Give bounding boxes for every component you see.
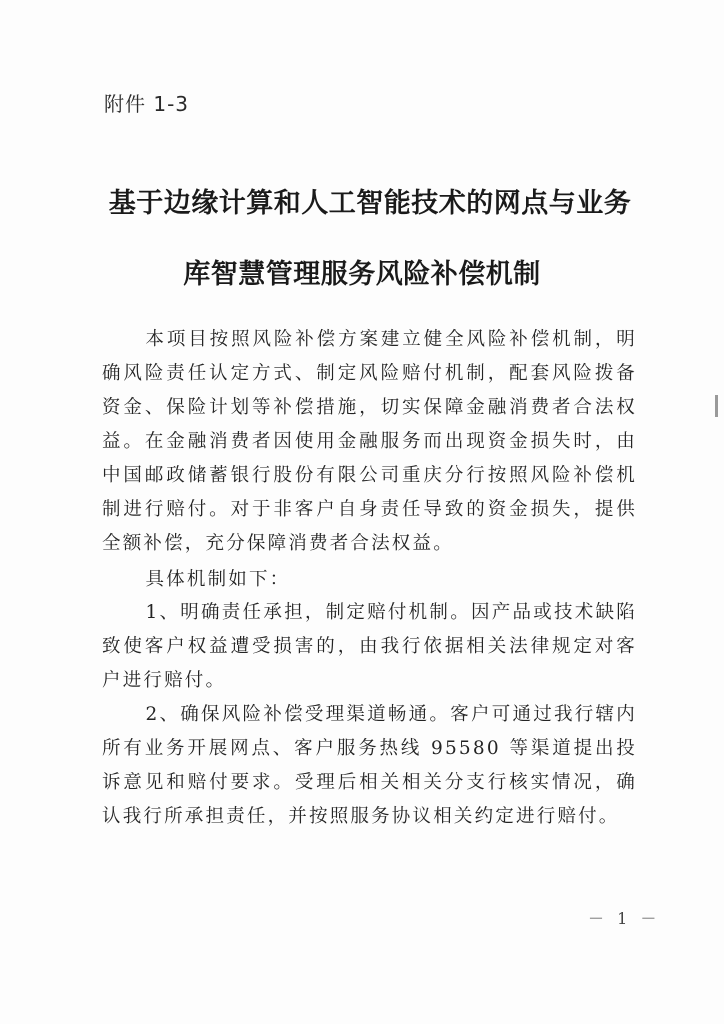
document-title-line-1: 基于边缘计算和人工智能技术的网点与业务 (108, 188, 632, 219)
body-paragraph-intro (102, 323, 637, 561)
attachment-label: 附件 1-3 (104, 92, 190, 116)
scan-margin-mark (715, 395, 718, 417)
body-paragraph-item-2 (102, 698, 637, 834)
document-title-line-2: 库智慧管理服务风险补偿机制 (183, 259, 541, 290)
body-paragraph-mechanism-heading (102, 563, 637, 597)
paragraph-text: 1、明确责任承担，制定赔付机制。因产品或技术缺陷致使客户权益遭受损害的，由我行依据相关法律规定对客户进行赔付。 (102, 602, 637, 691)
paragraph-text: 具体机制如下： (145, 569, 291, 590)
page-number: － 1 － (588, 909, 661, 928)
body-paragraph-item-1 (102, 596, 637, 698)
paragraph-text: 本项目按照风险补偿方案建立健全风险补偿机制，明确风险责任认定方式、制定风险赔付机制，配套风险拨备资金、保险计划等补偿措施，切实保障金融消费者合法权益。在金融消费者因使用金融服务而出现资金损失时，由中国邮政储蓄银行股份有限公司重庆分行按照风险补偿机制进行赔付。对于非客户自身责任导致的资金损失，提供全额补偿，充分保障消费者合法权益。 (102, 329, 637, 554)
paragraph-text: 2、确保风险补偿受理渠道畅通。客户可通过我行辖内所有业务开展网点、客户服务热线 95580 等渠道提出投诉意见和赔付要求。受理后相关相关分支行核实情况，确认我行所承担责任，并按照服务协议相关约定进行赔付。 (102, 704, 637, 827)
